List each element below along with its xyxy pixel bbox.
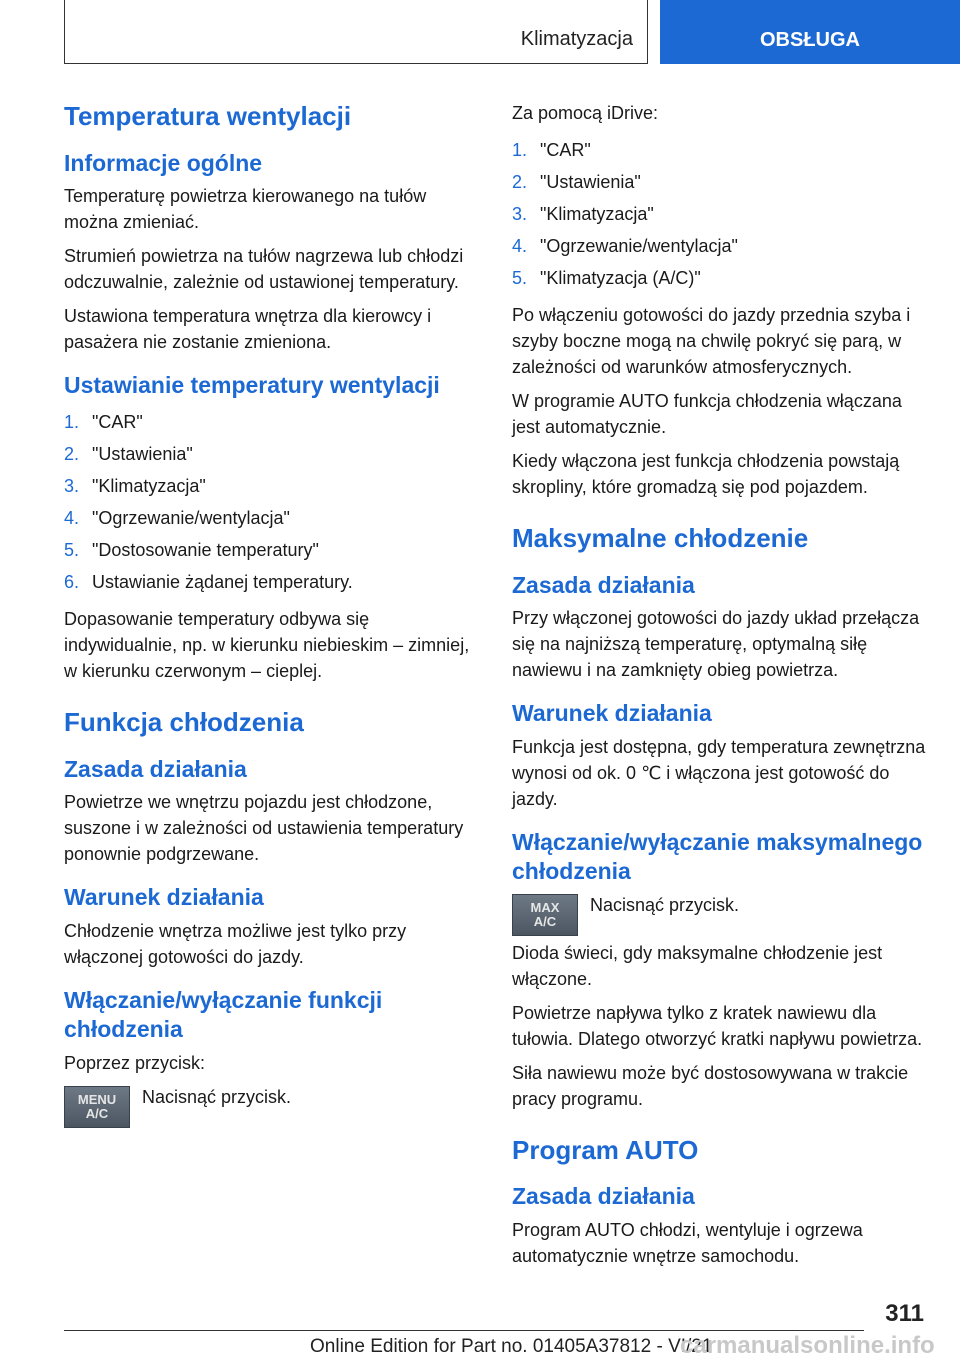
list-item: [64, 406, 478, 438]
heading-cooling-function: Funkcja chłodzenia: [64, 707, 304, 737]
paragraph: Strumień powietrza na tułów nagrzewa lub chłodzi odczuwalnie, zależnie od ustawionej temperatury.: [64, 246, 464, 293]
heading-condition: Warunek działania: [64, 884, 264, 911]
list-item: [64, 502, 478, 534]
button-label-line: MAX: [530, 899, 560, 915]
heading-principle: Zasada działania: [512, 571, 695, 598]
step-number: 3.: [512, 204, 528, 224]
watermark: carmanualsonline.info: [680, 1332, 935, 1359]
step-number: 1.: [64, 412, 80, 432]
heading-general-info: Informacje ogólne: [64, 149, 263, 176]
button-instruction-text: [590, 892, 739, 924]
list-item: [64, 470, 478, 502]
paragraph: Przy włączonej gotowości do jazdy układ przełącza się na najniższą temperaturę, optymalną siłę nawiewu i na zamknięty obieg powietrza.: [512, 608, 920, 681]
menu-ac-button-icon: [64, 1086, 130, 1128]
list-item: [512, 262, 928, 294]
steps-list: [64, 406, 478, 598]
step-text: "Ogrzewanie/wentylacja": [540, 236, 738, 256]
paragraph: Powietrze we wnętrzu pojazdu jest chłodzone, suszone i w zależności od ustawienia temperatury ponownie podgrzewane.: [64, 792, 464, 865]
heading-ventilation-temperature: Temperatura wentylacji: [64, 101, 352, 131]
step-text: Ustawianie żądanej temperatury.: [92, 572, 353, 592]
step-text: "Ustawienia": [540, 172, 641, 192]
step-number: 1.: [512, 140, 528, 160]
step-number: 4.: [64, 508, 80, 528]
left-column: [64, 100, 478, 1138]
step-text: "Ustawienia": [92, 444, 193, 464]
step-text: "Klimatyzacja": [540, 204, 654, 224]
step-text: "Klimatyzacja": [92, 476, 206, 496]
heading-auto-program: Program AUTO: [512, 1134, 699, 1165]
paragraph: Po włączeniu gotowości do jazdy przednia szyba i szyby boczne mogą na chwilę pokryć się parą, w zależności od warunków atmosferycznych.: [512, 305, 911, 377]
heading-principle: Zasada działania: [64, 755, 247, 782]
heading-setting-temperature: Ustawianie temperatury wentylacji: [64, 372, 440, 399]
paragraph: Powietrze napływa tylko z kratek nawiewu dla tułowia. Dlatego otworzyć kratki napływu powietrza.: [512, 1002, 923, 1049]
footer-divider: [64, 1330, 864, 1331]
button-label-line: A/C: [533, 913, 557, 929]
heading-max-cooling: Maksymalne chłodzenie: [512, 523, 809, 553]
list-item: [64, 534, 478, 566]
step-number: 5.: [64, 540, 80, 560]
steps-list: [512, 134, 928, 294]
paragraph: Dopasowanie temperatury odbywa się indywidualnie, np. w kierunku niebieskim – zimniej, w kierunku czerwonym – cieplej.: [64, 609, 470, 681]
footer-edition: Online Edition for Part no. 01405A37812 - VI/21: [310, 1336, 713, 1357]
button-instruction: [512, 892, 928, 936]
step-text: "CAR": [540, 140, 591, 160]
step-number: 2.: [512, 172, 528, 192]
button-instruction-text: [142, 1084, 291, 1116]
button-instruction: [64, 1084, 478, 1128]
header-chapter-tab: OBSŁUGA: [660, 0, 960, 64]
step-number: 5.: [512, 268, 528, 288]
paragraph: Funkcja jest dostępna, gdy temperatura zewnętrzna wynosi od ok. 0 ℃ i włączona jest gotowość do jazdy.: [512, 737, 926, 809]
paragraph: W programie AUTO funkcja chłodzenia włączana jest automatycznie.: [512, 391, 902, 437]
heading-toggle-max-cooling: Włączanie/wyłączanie maksymalnego chłodzenia: [512, 829, 923, 884]
step-text: "Dostosowanie temperatury": [92, 540, 319, 560]
paragraph: Chłodzenie wnętrza możliwe jest tylko przy włączonej gotowości do jazdy.: [64, 921, 407, 967]
step-number: 6.: [64, 572, 80, 592]
step-number: 2.: [64, 444, 80, 464]
right-column: [512, 100, 928, 1277]
header-box: [64, 0, 648, 64]
heading-condition: Warunek działania: [512, 700, 712, 727]
step-text: "Klimatyzacja (A/C)": [540, 268, 701, 288]
max-ac-button-icon: [512, 894, 578, 936]
button-label-line: MENU: [77, 1091, 117, 1107]
heading-toggle-cooling: Włączanie/wyłączanie funkcji chłodzenia: [64, 987, 383, 1042]
page-number: 311: [885, 1300, 924, 1327]
list-item: [512, 230, 928, 262]
heading-principle: Zasada działania: [512, 1183, 695, 1209]
paragraph: Dioda świeci, gdy maksymalne chłodzenie jest włączone.: [512, 942, 883, 989]
list-item: [64, 438, 478, 470]
paragraph: Ustawiona temperatura wnętrza dla kierowcy i pasażera nie zostanie zmieniona.: [64, 306, 432, 353]
step-text: "CAR": [92, 412, 143, 432]
list-item: [512, 134, 928, 166]
button-label-line: A/C: [85, 1105, 109, 1121]
paragraph: Nacisnąć przycisk.: [590, 894, 740, 915]
paragraph: Program AUTO chłodzi, wentyluje i ogrzewa automatycznie wnętrze samochodu.: [512, 1219, 863, 1266]
step-number: 3.: [64, 476, 80, 496]
paragraph: Kiedy włączona jest funkcja chłodzenia powstają skropliny, które gromadzą się pod pojazdem.: [512, 451, 900, 497]
paragraph: Temperaturę powietrza kierowanego na tułów można zmieniać.: [64, 186, 427, 233]
step-text: "Ogrzewanie/wentylacja": [92, 508, 290, 528]
paragraph: Siła nawiewu może być dostosowywana w trakcie pracy programu.: [512, 1062, 909, 1109]
paragraph: Poprzez przycisk:: [64, 1052, 206, 1073]
paragraph: Nacisnąć przycisk.: [142, 1086, 292, 1107]
header-section-title: Klimatyzacja: [520, 28, 633, 50]
list-item: [64, 566, 478, 598]
paragraph: Za pomocą iDrive:: [512, 103, 659, 123]
list-item: [512, 166, 928, 198]
list-item: [512, 198, 928, 230]
step-number: 4.: [512, 236, 528, 256]
